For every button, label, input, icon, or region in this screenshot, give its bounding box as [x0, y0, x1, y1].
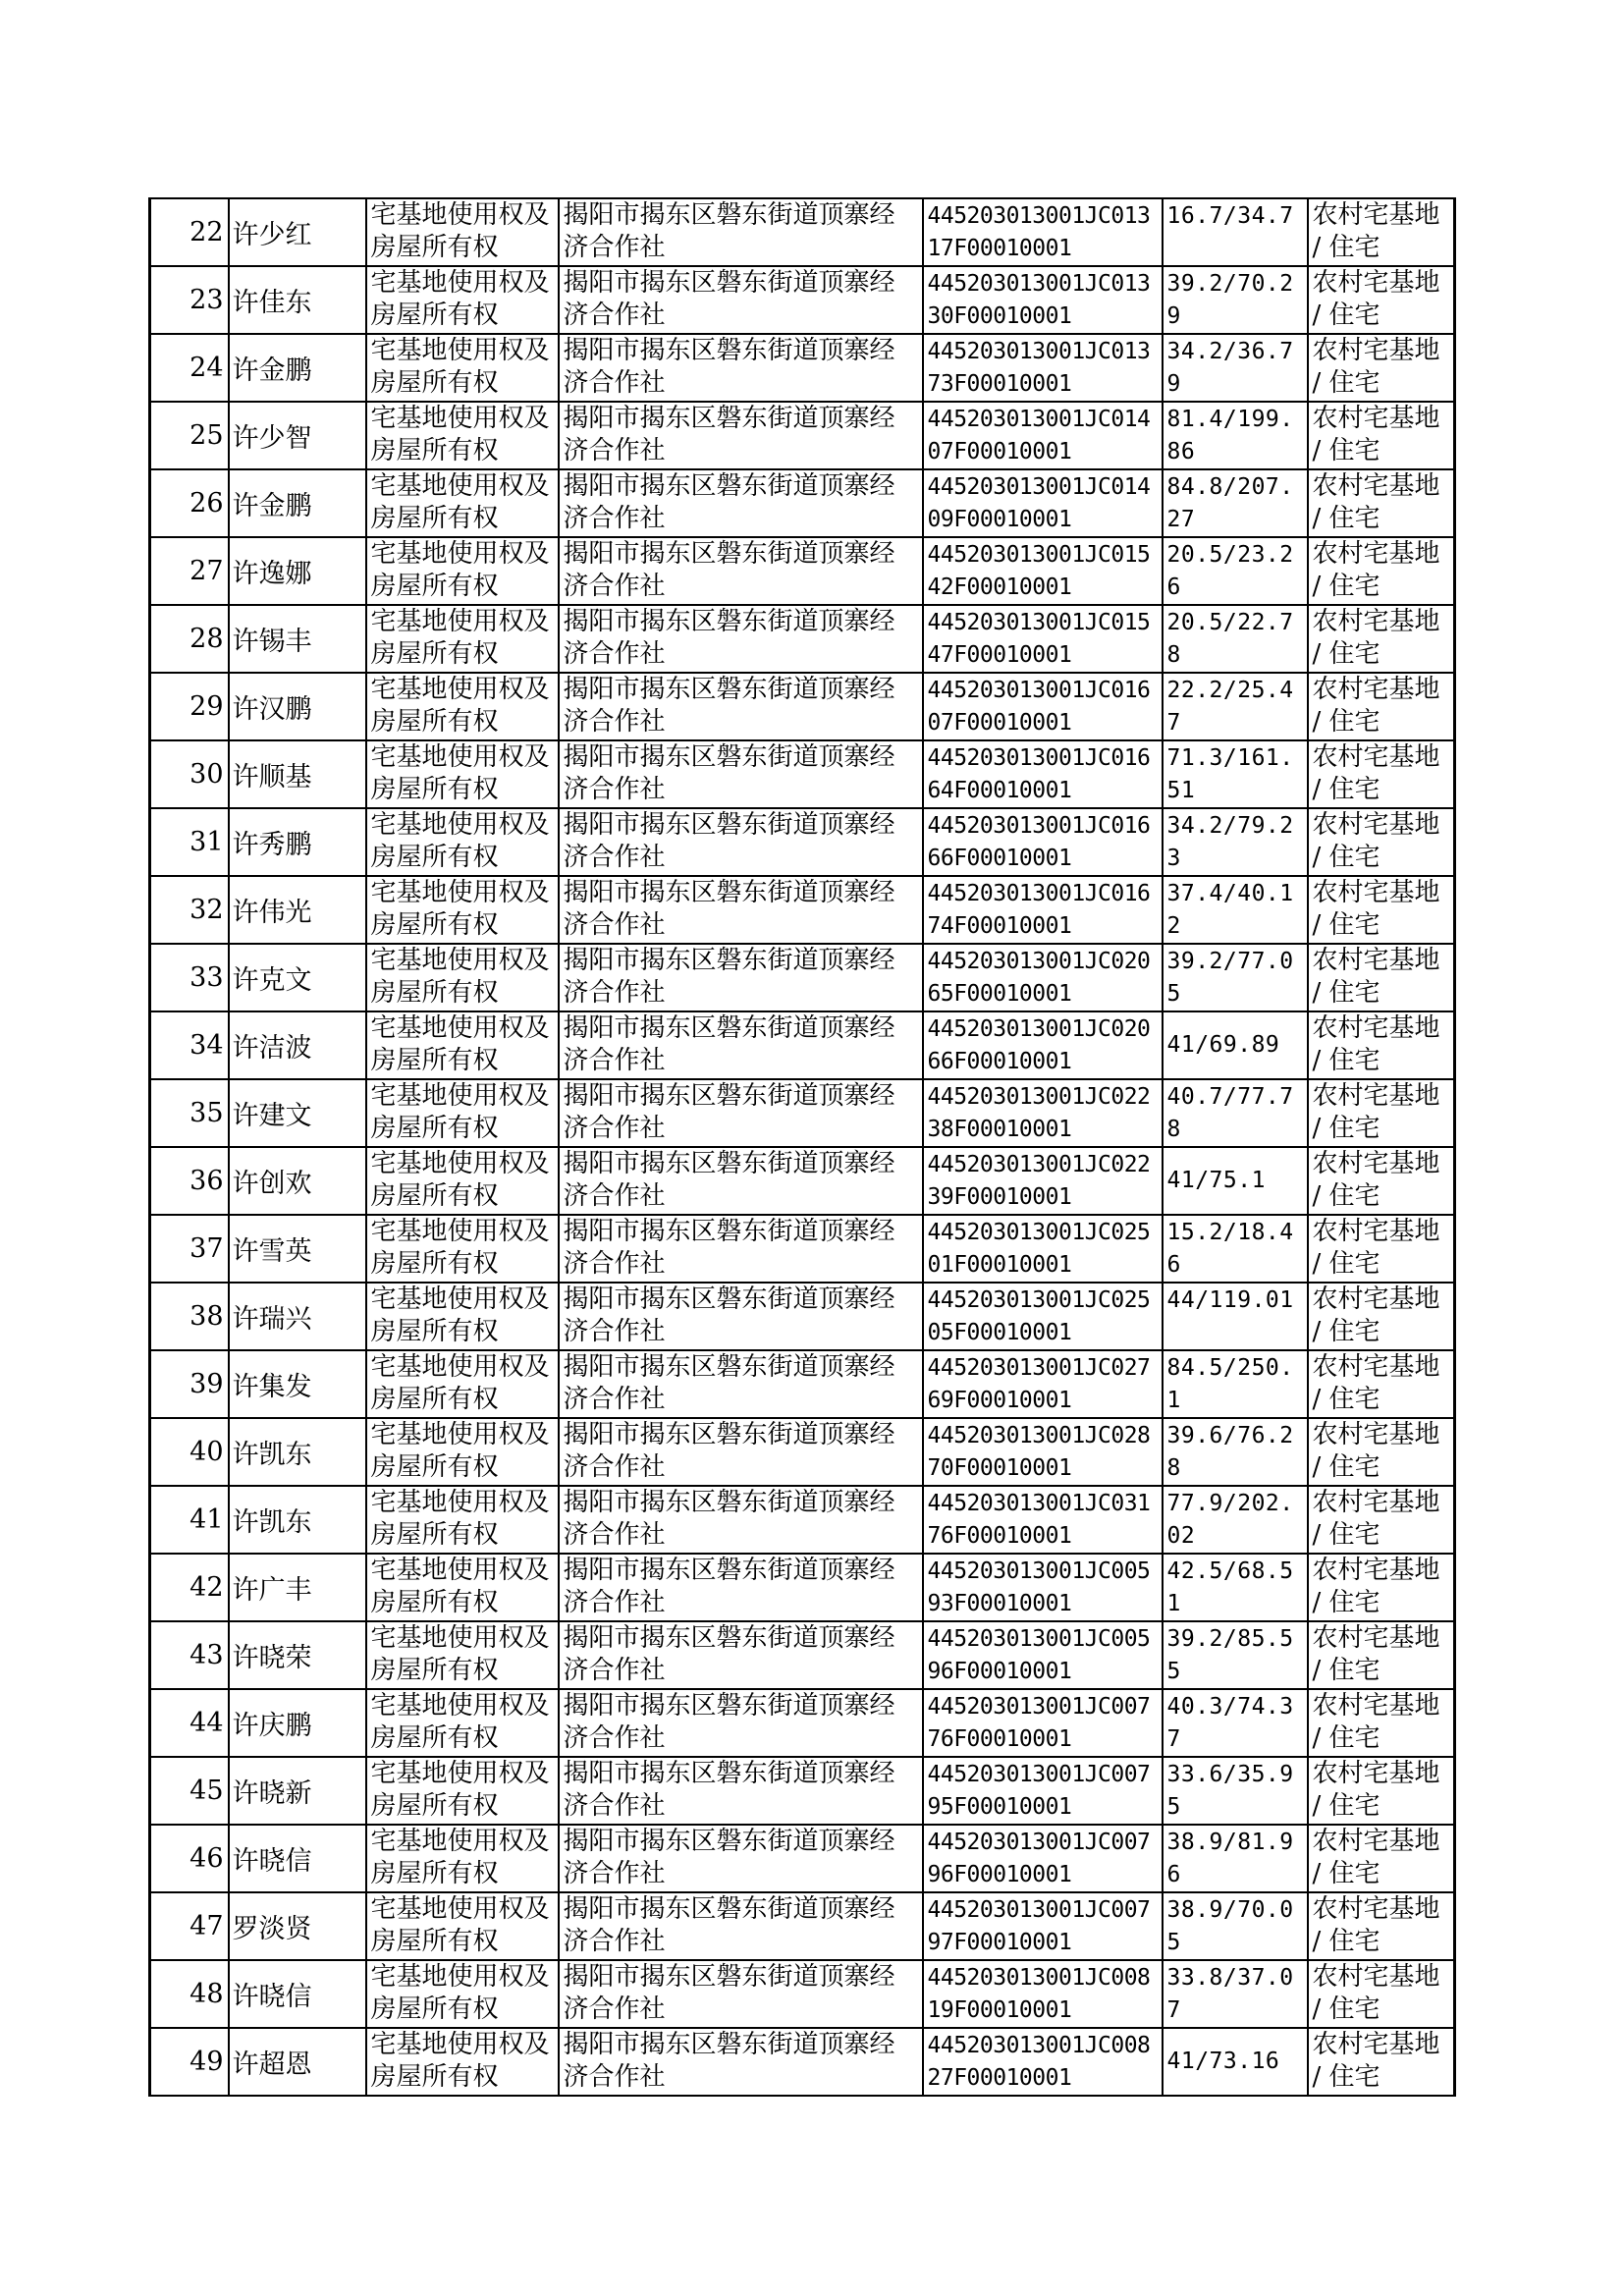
land-use: 农村宅基地 / 住宅: [1308, 1960, 1455, 2028]
right-type: 宅基地使用权及房屋所有权: [366, 1079, 559, 1147]
row-number: 36: [150, 1147, 229, 1215]
area-value: 33.6/35.95: [1163, 1757, 1308, 1825]
property-unit-code: 445203013001JC00819F00010001: [923, 1960, 1163, 2028]
row-number: 29: [150, 673, 229, 740]
collective-organization: 揭阳市揭东区磐东街道顶寨经济合作社: [559, 1554, 923, 1621]
right-type: 宅基地使用权及房屋所有权: [366, 1350, 559, 1418]
owner-name: 许超恩: [229, 2028, 366, 2096]
area-value: 38.9/81.96: [1163, 1825, 1308, 1892]
land-use: 农村宅基地 / 住宅: [1308, 740, 1455, 808]
table-row: [150, 740, 1455, 808]
owner-name: 许广丰: [229, 1554, 366, 1621]
table-row: [150, 1554, 1455, 1621]
owner-name: 许晓荣: [229, 1621, 366, 1689]
right-type: 宅基地使用权及房屋所有权: [366, 1147, 559, 1215]
collective-organization: 揭阳市揭东区磐东街道顶寨经济合作社: [559, 2028, 923, 2096]
area-value: 41/69.89: [1163, 1011, 1308, 1079]
area-value: 84.8/207.27: [1163, 469, 1308, 537]
collective-organization: 揭阳市揭东区磐东街道顶寨经济合作社: [559, 1147, 923, 1215]
area-value: 40.7/77.78: [1163, 1079, 1308, 1147]
land-use: 农村宅基地 / 住宅: [1308, 1350, 1455, 1418]
collective-organization: 揭阳市揭东区磐东街道顶寨经济合作社: [559, 1011, 923, 1079]
table-row: [150, 1079, 1455, 1147]
owner-name: 罗淡贤: [229, 1892, 366, 1960]
right-type: 宅基地使用权及房屋所有权: [366, 944, 559, 1011]
row-number: 40: [150, 1418, 229, 1486]
table-row: [150, 1418, 1455, 1486]
owner-name: 许晓信: [229, 1960, 366, 2028]
collective-organization: 揭阳市揭东区磐东街道顶寨经济合作社: [559, 1215, 923, 1283]
table-row: [150, 1757, 1455, 1825]
table-row: [150, 402, 1455, 469]
land-use: 农村宅基地 / 住宅: [1308, 1554, 1455, 1621]
right-type: 宅基地使用权及房屋所有权: [366, 266, 559, 334]
table-row: [150, 1825, 1455, 1892]
property-unit-code: 445203013001JC02870F00010001: [923, 1418, 1163, 1486]
right-type: 宅基地使用权及房屋所有权: [366, 1689, 559, 1757]
right-type: 宅基地使用权及房屋所有权: [366, 1418, 559, 1486]
right-type: 宅基地使用权及房屋所有权: [366, 1554, 559, 1621]
row-number: 41: [150, 1486, 229, 1554]
area-value: 81.4/199.86: [1163, 402, 1308, 469]
collective-organization: 揭阳市揭东区磐东街道顶寨经济合作社: [559, 198, 923, 266]
table-row: [150, 605, 1455, 673]
area-value: 39.6/76.28: [1163, 1418, 1308, 1486]
owner-name: 许伟光: [229, 876, 366, 944]
owner-name: 许顺基: [229, 740, 366, 808]
row-number: 27: [150, 537, 229, 605]
area-value: 37.4/40.12: [1163, 876, 1308, 944]
row-number: 47: [150, 1892, 229, 1960]
table-row: [150, 1486, 1455, 1554]
collective-organization: 揭阳市揭东区磐东街道顶寨经济合作社: [559, 266, 923, 334]
table-row: [150, 1689, 1455, 1757]
owner-name: 许克文: [229, 944, 366, 1011]
right-type: 宅基地使用权及房屋所有权: [366, 334, 559, 402]
right-type: 宅基地使用权及房屋所有权: [366, 808, 559, 876]
owner-name: 许晓新: [229, 1757, 366, 1825]
property-unit-code: 445203013001JC01407F00010001: [923, 402, 1163, 469]
table-body: [150, 198, 1455, 2096]
row-number: 33: [150, 944, 229, 1011]
table-row: [150, 1960, 1455, 2028]
right-type: 宅基地使用权及房屋所有权: [366, 740, 559, 808]
collective-organization: 揭阳市揭东区磐东街道顶寨经济合作社: [559, 402, 923, 469]
owner-name: 许凯东: [229, 1418, 366, 1486]
row-number: 43: [150, 1621, 229, 1689]
row-number: 46: [150, 1825, 229, 1892]
collective-organization: 揭阳市揭东区磐东街道顶寨经济合作社: [559, 1825, 923, 1892]
row-number: 26: [150, 469, 229, 537]
land-use: 农村宅基地 / 住宅: [1308, 1418, 1455, 1486]
table-row: [150, 1283, 1455, 1350]
collective-organization: 揭阳市揭东区磐东街道顶寨经济合作社: [559, 334, 923, 402]
owner-name: 许建文: [229, 1079, 366, 1147]
area-value: 34.2/36.79: [1163, 334, 1308, 402]
property-unit-code: 445203013001JC00596F00010001: [923, 1621, 1163, 1689]
land-use: 农村宅基地 / 住宅: [1308, 1689, 1455, 1757]
owner-name: 许瑞兴: [229, 1283, 366, 1350]
right-type: 宅基地使用权及房屋所有权: [366, 1283, 559, 1350]
owner-name: 许金鹏: [229, 334, 366, 402]
property-unit-code: 445203013001JC02239F00010001: [923, 1147, 1163, 1215]
area-value: 42.5/68.51: [1163, 1554, 1308, 1621]
area-value: 38.9/70.05: [1163, 1892, 1308, 1960]
row-number: 45: [150, 1757, 229, 1825]
table-row: [150, 1011, 1455, 1079]
owner-name: 许秀鹏: [229, 808, 366, 876]
row-number: 31: [150, 808, 229, 876]
collective-organization: 揭阳市揭东区磐东街道顶寨经济合作社: [559, 944, 923, 1011]
table-row: [150, 673, 1455, 740]
row-number: 30: [150, 740, 229, 808]
row-number: 38: [150, 1283, 229, 1350]
collective-organization: 揭阳市揭东区磐东街道顶寨经济合作社: [559, 740, 923, 808]
property-unit-code: 445203013001JC02501F00010001: [923, 1215, 1163, 1283]
collective-organization: 揭阳市揭东区磐东街道顶寨经济合作社: [559, 1418, 923, 1486]
area-value: 20.5/22.78: [1163, 605, 1308, 673]
table-row: [150, 1215, 1455, 1283]
owner-name: 许晓信: [229, 1825, 366, 1892]
property-unit-code: 445203013001JC01542F00010001: [923, 537, 1163, 605]
land-use: 农村宅基地 / 住宅: [1308, 469, 1455, 537]
property-unit-code: 445203013001JC01607F00010001: [923, 673, 1163, 740]
property-unit-code: 445203013001JC00827F00010001: [923, 2028, 1163, 2096]
land-use: 农村宅基地 / 住宅: [1308, 673, 1455, 740]
collective-organization: 揭阳市揭东区磐东街道顶寨经济合作社: [559, 1079, 923, 1147]
property-unit-code: 445203013001JC01666F00010001: [923, 808, 1163, 876]
row-number: 44: [150, 1689, 229, 1757]
land-use: 农村宅基地 / 住宅: [1308, 198, 1455, 266]
area-value: 39.2/85.55: [1163, 1621, 1308, 1689]
right-type: 宅基地使用权及房屋所有权: [366, 1486, 559, 1554]
table-row: [150, 944, 1455, 1011]
property-unit-code: 445203013001JC00776F00010001: [923, 1689, 1163, 1757]
table-row: [150, 1147, 1455, 1215]
right-type: 宅基地使用权及房屋所有权: [366, 2028, 559, 2096]
table-row: [150, 2028, 1455, 2096]
right-type: 宅基地使用权及房屋所有权: [366, 1011, 559, 1079]
owner-name: 许少红: [229, 198, 366, 266]
collective-organization: 揭阳市揭东区磐东街道顶寨经济合作社: [559, 1283, 923, 1350]
property-unit-code: 445203013001JC01674F00010001: [923, 876, 1163, 944]
property-unit-code: 445203013001JC02065F00010001: [923, 944, 1163, 1011]
owner-name: 许洁波: [229, 1011, 366, 1079]
owner-name: 许庆鹏: [229, 1689, 366, 1757]
table-row: [150, 1892, 1455, 1960]
property-unit-code: 445203013001JC01409F00010001: [923, 469, 1163, 537]
table-row: [150, 537, 1455, 605]
owner-name: 许佳东: [229, 266, 366, 334]
area-value: 15.2/18.46: [1163, 1215, 1308, 1283]
right-type: 宅基地使用权及房屋所有权: [366, 402, 559, 469]
land-use: 农村宅基地 / 住宅: [1308, 1825, 1455, 1892]
right-type: 宅基地使用权及房屋所有权: [366, 469, 559, 537]
property-unit-code: 445203013001JC02238F00010001: [923, 1079, 1163, 1147]
property-unit-code: 445203013001JC00593F00010001: [923, 1554, 1163, 1621]
area-value: 41/75.1: [1163, 1147, 1308, 1215]
property-unit-code: 445203013001JC00795F00010001: [923, 1757, 1163, 1825]
land-use: 农村宅基地 / 住宅: [1308, 1011, 1455, 1079]
property-unit-code: 445203013001JC01317F00010001: [923, 198, 1163, 266]
right-type: 宅基地使用权及房屋所有权: [366, 1960, 559, 2028]
land-use: 农村宅基地 / 住宅: [1308, 1079, 1455, 1147]
property-unit-code: 445203013001JC02769F00010001: [923, 1350, 1163, 1418]
owner-name: 许雪英: [229, 1215, 366, 1283]
land-use: 农村宅基地 / 住宅: [1308, 1283, 1455, 1350]
right-type: 宅基地使用权及房屋所有权: [366, 673, 559, 740]
collective-organization: 揭阳市揭东区磐东街道顶寨经济合作社: [559, 673, 923, 740]
property-unit-code: 445203013001JC02505F00010001: [923, 1283, 1163, 1350]
row-number: 39: [150, 1350, 229, 1418]
collective-organization: 揭阳市揭东区磐东街道顶寨经济合作社: [559, 876, 923, 944]
table-row: [150, 198, 1455, 266]
row-number: 24: [150, 334, 229, 402]
collective-organization: 揭阳市揭东区磐东街道顶寨经济合作社: [559, 1689, 923, 1757]
row-number: 32: [150, 876, 229, 944]
property-unit-code: 445203013001JC03176F00010001: [923, 1486, 1163, 1554]
property-rights-table: [148, 197, 1456, 2097]
right-type: 宅基地使用权及房屋所有权: [366, 1757, 559, 1825]
land-use: 农村宅基地 / 住宅: [1308, 402, 1455, 469]
collective-organization: 揭阳市揭东区磐东街道顶寨经济合作社: [559, 1621, 923, 1689]
land-use: 农村宅基地 / 住宅: [1308, 1215, 1455, 1283]
land-use: 农村宅基地 / 住宅: [1308, 1147, 1455, 1215]
table-row: [150, 1350, 1455, 1418]
land-use: 农村宅基地 / 住宅: [1308, 334, 1455, 402]
row-number: 28: [150, 605, 229, 673]
land-use: 农村宅基地 / 住宅: [1308, 1892, 1455, 1960]
collective-organization: 揭阳市揭东区磐东街道顶寨经济合作社: [559, 605, 923, 673]
row-number: 25: [150, 402, 229, 469]
right-type: 宅基地使用权及房屋所有权: [366, 1825, 559, 1892]
land-use: 农村宅基地 / 住宅: [1308, 605, 1455, 673]
right-type: 宅基地使用权及房屋所有权: [366, 876, 559, 944]
right-type: 宅基地使用权及房屋所有权: [366, 198, 559, 266]
collective-organization: 揭阳市揭东区磐东街道顶寨经济合作社: [559, 1350, 923, 1418]
owner-name: 许逸娜: [229, 537, 366, 605]
owner-name: 许汉鹏: [229, 673, 366, 740]
land-use: 农村宅基地 / 住宅: [1308, 1757, 1455, 1825]
right-type: 宅基地使用权及房屋所有权: [366, 1215, 559, 1283]
property-unit-code: 445203013001JC01330F00010001: [923, 266, 1163, 334]
land-use: 农村宅基地 / 住宅: [1308, 1621, 1455, 1689]
land-use: 农村宅基地 / 住宅: [1308, 808, 1455, 876]
owner-name: 许金鹏: [229, 469, 366, 537]
property-unit-code: 445203013001JC01547F00010001: [923, 605, 1163, 673]
property-unit-code: 445203013001JC00797F00010001: [923, 1892, 1163, 1960]
row-number: 22: [150, 198, 229, 266]
area-value: 33.8/37.07: [1163, 1960, 1308, 2028]
collective-organization: 揭阳市揭东区磐东街道顶寨经济合作社: [559, 537, 923, 605]
property-unit-code: 445203013001JC01664F00010001: [923, 740, 1163, 808]
land-use: 农村宅基地 / 住宅: [1308, 876, 1455, 944]
table-row: [150, 266, 1455, 334]
area-value: 40.3/74.37: [1163, 1689, 1308, 1757]
right-type: 宅基地使用权及房屋所有权: [366, 1621, 559, 1689]
area-value: 34.2/79.23: [1163, 808, 1308, 876]
owner-name: 许创欢: [229, 1147, 366, 1215]
collective-organization: 揭阳市揭东区磐东街道顶寨经济合作社: [559, 808, 923, 876]
right-type: 宅基地使用权及房屋所有权: [366, 605, 559, 673]
area-value: 71.3/161.51: [1163, 740, 1308, 808]
right-type: 宅基地使用权及房屋所有权: [366, 1892, 559, 1960]
land-use: 农村宅基地 / 住宅: [1308, 944, 1455, 1011]
row-number: 49: [150, 2028, 229, 2096]
area-value: 39.2/70.29: [1163, 266, 1308, 334]
land-use: 农村宅基地 / 住宅: [1308, 1486, 1455, 1554]
land-use: 农村宅基地 / 住宅: [1308, 2028, 1455, 2096]
owner-name: 许锡丰: [229, 605, 366, 673]
area-value: 22.2/25.47: [1163, 673, 1308, 740]
row-number: 34: [150, 1011, 229, 1079]
row-number: 35: [150, 1079, 229, 1147]
area-value: 16.7/34.7: [1163, 198, 1308, 266]
collective-organization: 揭阳市揭东区磐东街道顶寨经济合作社: [559, 1757, 923, 1825]
area-value: 41/73.16: [1163, 2028, 1308, 2096]
property-unit-code: 445203013001JC00796F00010001: [923, 1825, 1163, 1892]
table-row: [150, 469, 1455, 537]
area-value: 44/119.01: [1163, 1283, 1308, 1350]
table-row: [150, 876, 1455, 944]
land-use: 农村宅基地 / 住宅: [1308, 537, 1455, 605]
area-value: 39.2/77.05: [1163, 944, 1308, 1011]
land-use: 农村宅基地 / 住宅: [1308, 266, 1455, 334]
owner-name: 许集发: [229, 1350, 366, 1418]
owner-name: 许少智: [229, 402, 366, 469]
collective-organization: 揭阳市揭东区磐东街道顶寨经济合作社: [559, 469, 923, 537]
owner-name: 许凯东: [229, 1486, 366, 1554]
property-unit-code: 445203013001JC02066F00010001: [923, 1011, 1163, 1079]
area-value: 84.5/250.1: [1163, 1350, 1308, 1418]
row-number: 42: [150, 1554, 229, 1621]
area-value: 77.9/202.02: [1163, 1486, 1308, 1554]
collective-organization: 揭阳市揭东区磐东街道顶寨经济合作社: [559, 1960, 923, 2028]
row-number: 48: [150, 1960, 229, 2028]
collective-organization: 揭阳市揭东区磐东街道顶寨经济合作社: [559, 1486, 923, 1554]
table-row: [150, 808, 1455, 876]
property-unit-code: 445203013001JC01373F00010001: [923, 334, 1163, 402]
table-row: [150, 334, 1455, 402]
table-row: [150, 1621, 1455, 1689]
row-number: 37: [150, 1215, 229, 1283]
right-type: 宅基地使用权及房屋所有权: [366, 537, 559, 605]
collective-organization: 揭阳市揭东区磐东街道顶寨经济合作社: [559, 1892, 923, 1960]
area-value: 20.5/23.26: [1163, 537, 1308, 605]
row-number: 23: [150, 266, 229, 334]
